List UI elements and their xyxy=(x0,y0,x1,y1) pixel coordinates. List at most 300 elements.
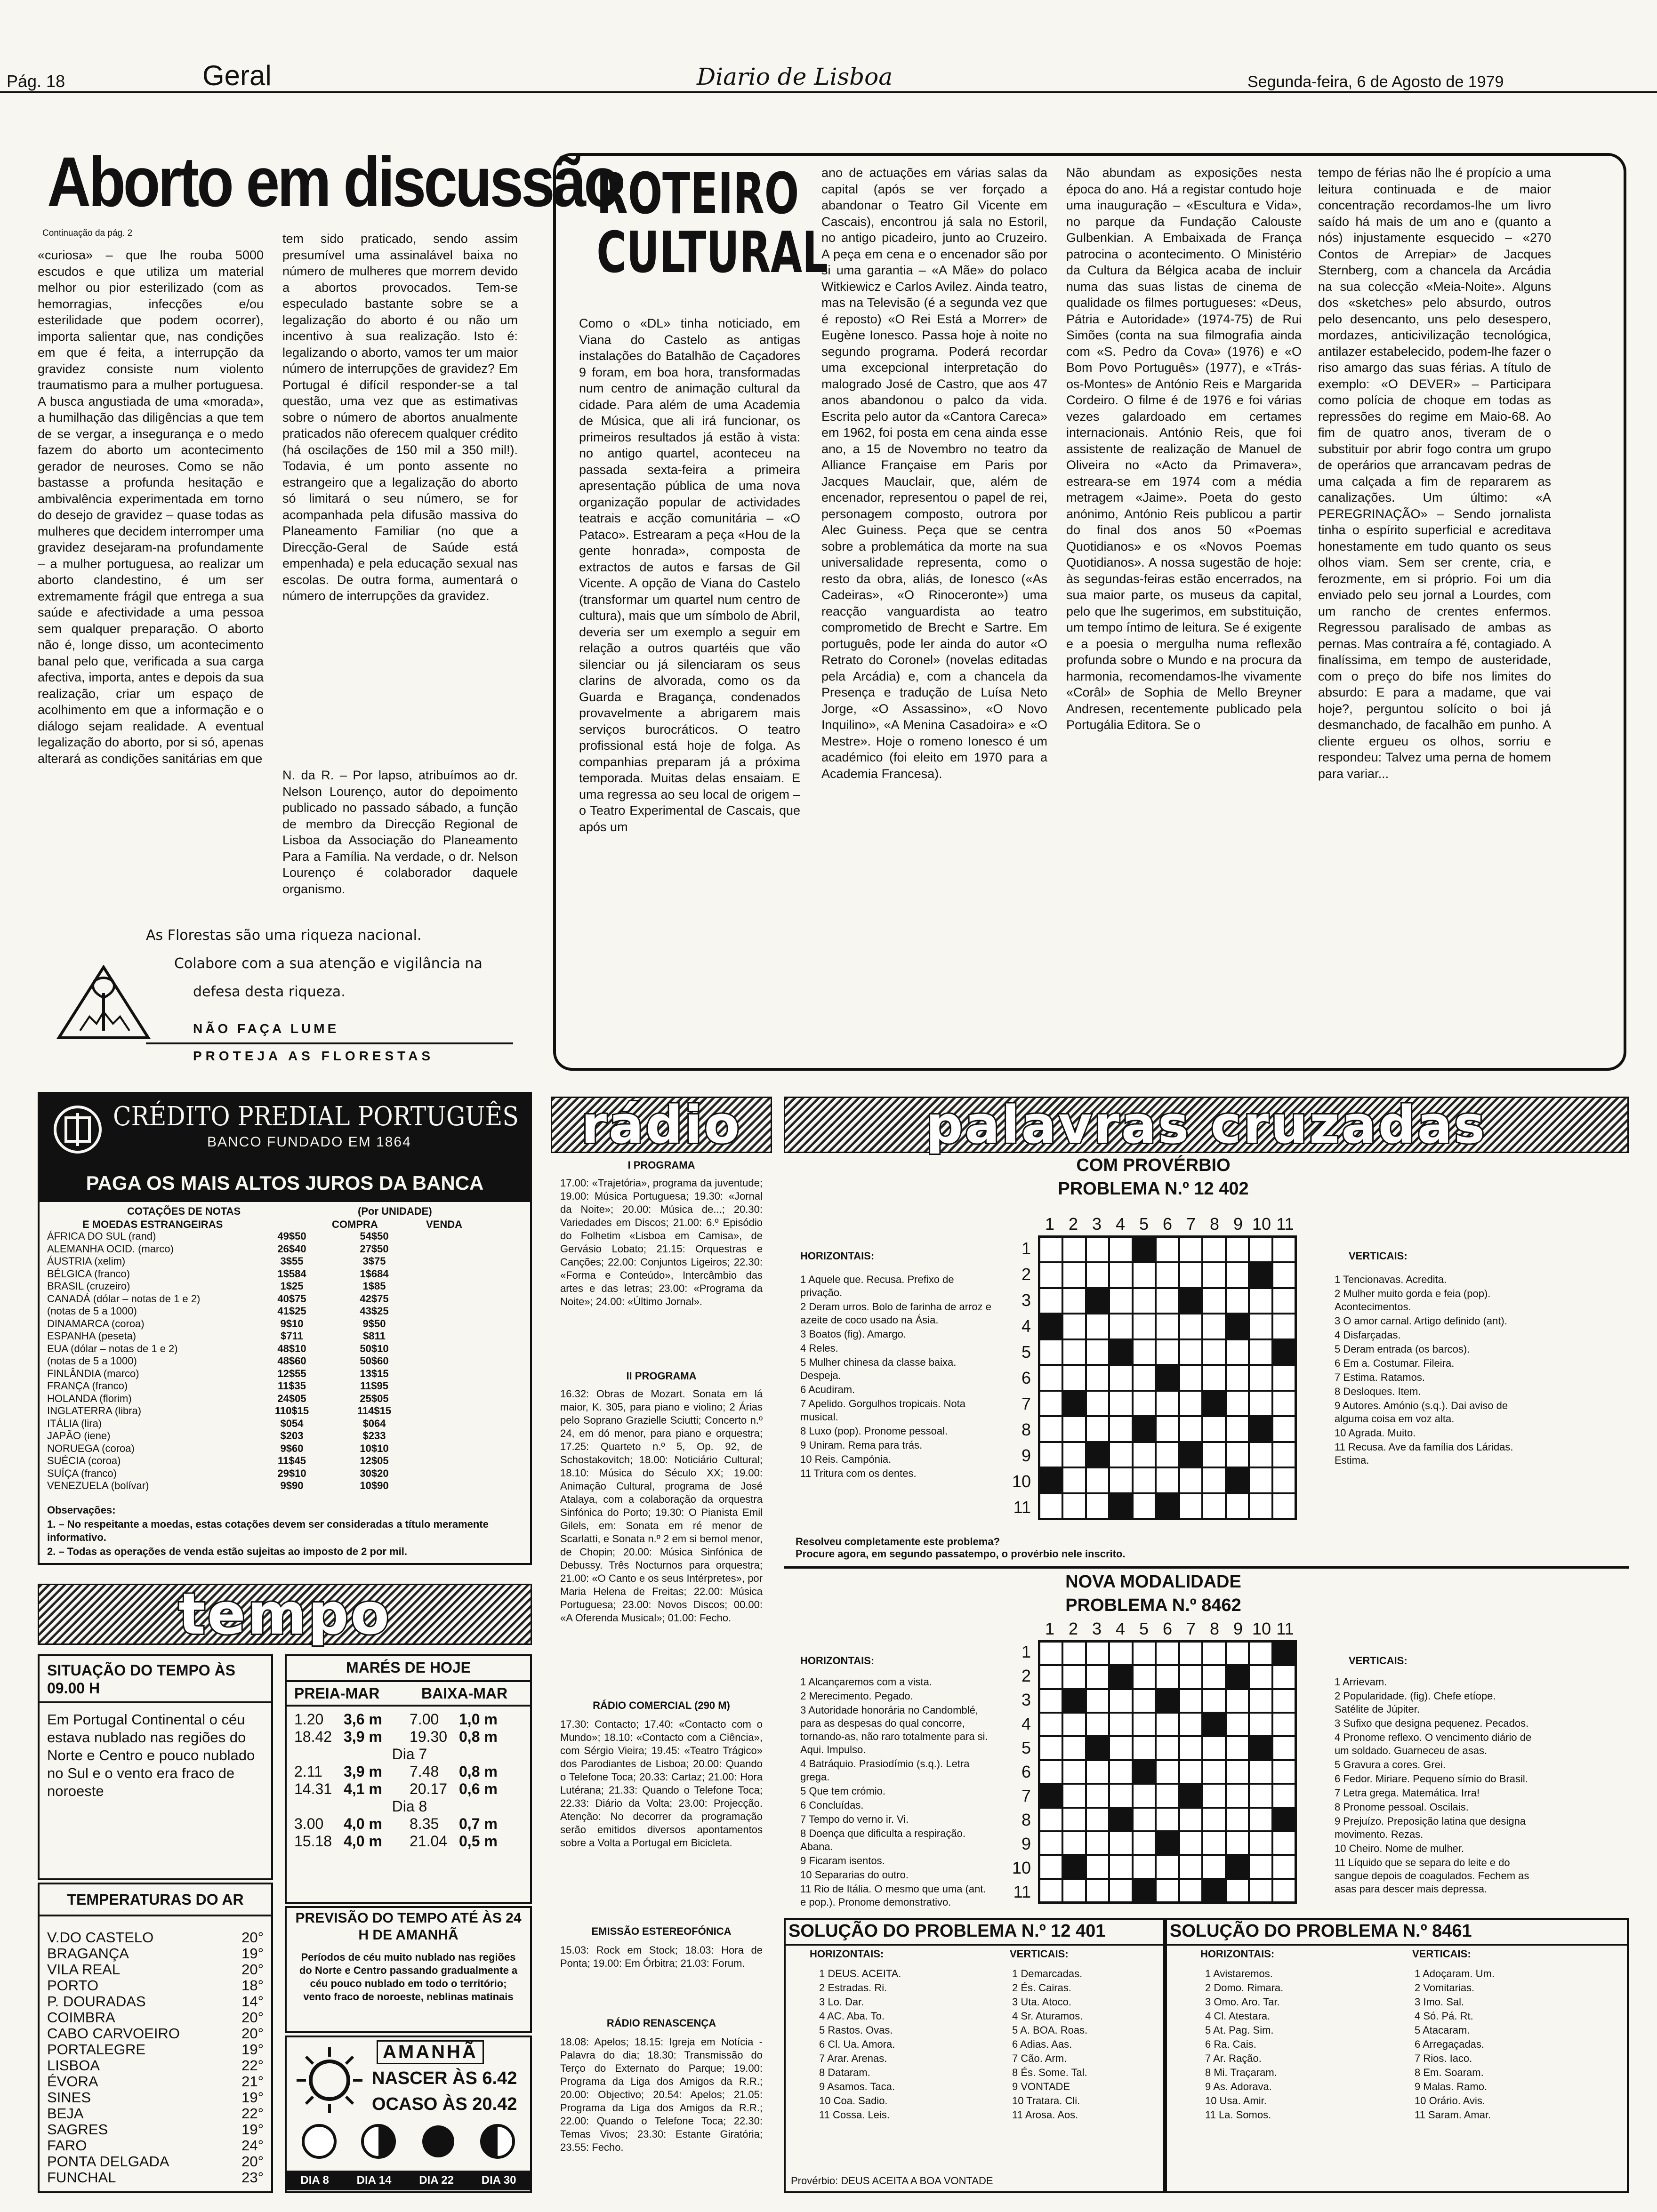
temp-city: CABO CARVOEIRO xyxy=(47,2025,180,2042)
rates-row xyxy=(47,1268,518,1281)
grid-cell[interactable] xyxy=(1039,1442,1062,1467)
grid-cell[interactable] xyxy=(1272,1288,1295,1314)
rates-row xyxy=(47,1480,518,1492)
grid-cell[interactable] xyxy=(1226,1416,1249,1442)
rates-buy: 3$55 xyxy=(280,1255,304,1267)
grid-cell[interactable] xyxy=(1226,1288,1249,1314)
grid-cell[interactable] xyxy=(1249,1365,1272,1390)
grid-cell[interactable] xyxy=(1272,1237,1295,1262)
grid-cell[interactable] xyxy=(1156,1416,1179,1442)
grid-cell[interactable] xyxy=(1156,1288,1179,1314)
grid-cell[interactable] xyxy=(1202,1493,1225,1519)
horizontal-clue: 3 Boatos (fig). Amargo. xyxy=(800,1328,906,1340)
grid-cell[interactable] xyxy=(1109,1689,1132,1713)
grid-cell[interactable] xyxy=(1226,1808,1249,1831)
column-number: 10 xyxy=(1252,1619,1271,1638)
grid-cell[interactable] xyxy=(1039,1288,1062,1314)
grid-cell[interactable] xyxy=(1133,1665,1156,1689)
grid-cell[interactable] xyxy=(1249,1493,1272,1519)
grid-cell[interactable] xyxy=(1226,1262,1249,1288)
grid-cell[interactable] xyxy=(1249,1237,1272,1262)
grid-cell[interactable] xyxy=(1133,1713,1156,1736)
grid-cell[interactable] xyxy=(1156,1467,1179,1493)
grid-cell[interactable] xyxy=(1249,1855,1272,1878)
moon-days xyxy=(287,2171,530,2190)
situation-title: SITUAÇÃO DO TEMPO ÀS 09.00 H xyxy=(47,1662,236,1697)
grid-cell[interactable] xyxy=(1272,1416,1295,1442)
grid-cell[interactable] xyxy=(1086,1262,1109,1288)
grid-cell[interactable] xyxy=(1226,1391,1249,1416)
temp-value: 19° xyxy=(241,1945,264,1962)
rates-buy: 49$50 xyxy=(277,1230,306,1242)
grid-cell[interactable] xyxy=(1109,1713,1132,1736)
grid-cell[interactable] xyxy=(1202,1467,1225,1493)
radio-p2-title: II PROGRAMA xyxy=(626,1370,697,1382)
grid-cell[interactable] xyxy=(1179,1416,1202,1442)
grid-cell[interactable] xyxy=(1249,1642,1272,1665)
tomorrow-label: AMANHÃ xyxy=(377,2040,484,2064)
temp-row xyxy=(47,2026,264,2042)
grid-cell[interactable] xyxy=(1133,1391,1156,1416)
grid-cell[interactable] xyxy=(1179,1736,1202,1760)
grid-cell[interactable] xyxy=(1156,1808,1179,1831)
grid-cell[interactable] xyxy=(1039,1365,1062,1390)
rates-currency: (notas de 5 a 1000) xyxy=(47,1355,137,1367)
grid-cell[interactable] xyxy=(1249,1391,1272,1416)
grid-cell[interactable] xyxy=(1133,1689,1156,1713)
crossword-grid-1[interactable] xyxy=(1038,1235,1297,1520)
grid-cell[interactable] xyxy=(1272,1665,1295,1689)
radio-p1: 17.00: «Trajetória», programa da juventude; 19.00: Música Portuguesa; 19.30: «Jornal da Noite»; 20.00: Música de...; 20.30: Variedades em Discos; 21.00: 6.º Episódio do Folhetim «Lisboa em Camisa», de Gervásio Lobato; 21.15: Orquestras e Canções; 22.00: Conjuntos Ligeiros; 22.30: «Forma e Conteúdo», Intercâmbio das artes e das letras; 23.00: «Programa da Noite»; 24.00: «Último Jornal». xyxy=(560,1177,763,1307)
grid-cell[interactable] xyxy=(1179,1831,1202,1855)
temp-value: 19° xyxy=(241,2121,264,2138)
grid-cell[interactable] xyxy=(1156,1736,1179,1760)
roteiro-title xyxy=(565,161,828,286)
grid-black-cell xyxy=(1109,1339,1132,1365)
row-number: 8 xyxy=(1021,1810,1031,1829)
grid-cell[interactable] xyxy=(1133,1339,1156,1365)
rates-row xyxy=(47,1255,518,1268)
moon-day: DIA 30 xyxy=(481,2174,516,2187)
grid-black-cell xyxy=(1202,1879,1225,1902)
grid-cell[interactable] xyxy=(1179,1879,1202,1902)
xword-p1-title: COM PROVÉRBIO xyxy=(1076,1155,1231,1175)
grid-cell[interactable] xyxy=(1179,1642,1202,1665)
grid-cell[interactable] xyxy=(1156,1442,1179,1467)
grid-cell[interactable] xyxy=(1249,1808,1272,1831)
temp-city: BRAGANÇA xyxy=(47,1945,129,1962)
grid-cell[interactable] xyxy=(1272,1713,1295,1736)
grid-cell[interactable] xyxy=(1062,1339,1086,1365)
grid-cell[interactable] xyxy=(1086,1831,1109,1855)
grid-cell[interactable] xyxy=(1179,1262,1202,1288)
roteiro-column-1: Como o «DL» tinha noticiado, em Viana do Castelo as antigas instalações do Batalhão de Caçadores 9 foram, em boa hora, transformadas num centro de animação cultural da cidade. Para além de uma Academia de Música, que ali irá funcionar, os primeiros resultados já estão à vista: no antigo quartel, aconteceu na passada sexta-feira a primeira apresentação pública de uma nova organização popular de actividades teatrais e acção comunitária – «O Pataco». Estrearam a peça «Hou de la gente honrada», composta de extractos de autos e farsas de Gil Vicente. A opção de Viana do Castelo (transformar um quartel num centro de cultura), mais que um símbolo de Abril, deveria ser um exemplo a seguir em relação a outros quartéis que vão silenciar ou já silenciaram os seus clarins de alvorada, como os da Guarda e Bragança, condenados provavelmente a abrigarem mais serviços burocráticos. O teatro profissional está hoje de folga. As companhias preparam já a próxima temporada. Muitas delas ensaiam. E uma regressa ao seu local de origem – o Teatro Experimental de Cascais, que após um xyxy=(579,316,800,834)
temp-row xyxy=(47,2090,264,2106)
grid-cell[interactable] xyxy=(1086,1784,1109,1807)
solution-vertical: 2 Vomitarias. xyxy=(1415,1982,1475,1994)
grid-cell[interactable] xyxy=(1272,1442,1295,1467)
grid-cell[interactable] xyxy=(1109,1642,1132,1665)
grid-cell[interactable] xyxy=(1202,1339,1225,1365)
grid-cell[interactable] xyxy=(1086,1237,1109,1262)
grid-cell[interactable] xyxy=(1272,1391,1295,1416)
rates-buy: 9$90 xyxy=(280,1480,304,1491)
grid-cell[interactable] xyxy=(1272,1467,1295,1493)
grid-cell[interactable] xyxy=(1202,1314,1225,1339)
bank-name: CRÉDITO PREDIAL PORTUGUÊS xyxy=(113,1101,519,1132)
grid-cell[interactable] xyxy=(1226,1339,1249,1365)
grid-cell[interactable] xyxy=(1179,1808,1202,1831)
rates-obs-2: 2. – Todas as operações de venda estão sujeitas ao imposto de 2 por mil. xyxy=(47,1546,407,1557)
rates-buy: 12$55 xyxy=(277,1367,306,1379)
grid-cell[interactable] xyxy=(1062,1713,1086,1736)
rates-sell: 30$20 xyxy=(360,1467,389,1479)
vertical-clue: 6 Em a. Costumar. Fileira. xyxy=(1335,1357,1455,1369)
grid-cell[interactable] xyxy=(1062,1288,1086,1314)
grid-cell[interactable] xyxy=(1062,1808,1086,1831)
rates-currency: NORUEGA (coroa) xyxy=(47,1442,135,1454)
horizontal-clue: 6 Acudiram. xyxy=(800,1384,855,1395)
grid-cell[interactable] xyxy=(1202,1784,1225,1807)
grid-cell[interactable] xyxy=(1109,1736,1132,1760)
grid-cell[interactable] xyxy=(1039,1713,1062,1736)
grid-cell[interactable] xyxy=(1156,1391,1179,1416)
grid-cell[interactable] xyxy=(1202,1442,1225,1467)
grid-cell[interactable] xyxy=(1039,1391,1062,1416)
grid-cell[interactable] xyxy=(1039,1879,1062,1902)
tide-value: 7.48 xyxy=(410,1763,439,1780)
abortion-column-1: «curiosa» – que lhe rouba 5000 escudos e que utiliza um material melhor ou pior esterilizado (com as hemorragias, infecções e/ou esterilidade que podem ocorrer), importa salientar que, nas condições em que é feita, a interrupção da gravidez consiste num violento traumatismo para a mulher portuguesa. A busca angustiada de uma «morada», a humilhação das diligências a que tem de se vergar, a insegurança e o medo fazem do aborto um acontecimento gerador de neuroses. Como se não bastasse a profunda hesitação e ambivalência experimentada em torno do desejo de gravidez – quase todas as mulheres que decidem interromper uma gravidez desejaram-na profundamente – a mulher portuguesa, ao realizar um aborto clandestino, é um ser extremamente frágil que entrega a sua saúde e afectividade a uma pessoa sem qualquer preparação. O aborto não é, longe disso, um acontecimento banal pelo que, verificada a sua carga afectiva, importa, antes e depois da sua realização, criar um espaço de acolhimento em que a informação e o diálogo sejam realidade. A eventual legalização do aborto, por si só, apenas alterará as condições sanitárias em que xyxy=(38,248,264,766)
grid-cell[interactable] xyxy=(1039,1855,1062,1878)
column-number: 7 xyxy=(1186,1619,1196,1638)
grid-cell[interactable] xyxy=(1062,1237,1086,1262)
grid-cell[interactable] xyxy=(1086,1760,1109,1784)
solution-horizontal: 2 Estradas. Ri. xyxy=(819,1982,887,1994)
grid-cell[interactable] xyxy=(1109,1879,1132,1902)
grid-cell[interactable] xyxy=(1226,1642,1249,1665)
grid-cell[interactable] xyxy=(1249,1442,1272,1467)
rates-buy: 1$584 xyxy=(277,1267,306,1280)
grid-cell[interactable] xyxy=(1062,1262,1086,1288)
grid-cell[interactable] xyxy=(1062,1442,1086,1467)
grid-cell[interactable] xyxy=(1133,1831,1156,1855)
vertical-clue: 6 Fedor. Miriare. Pequeno símio do Brasil. xyxy=(1335,1773,1528,1785)
grid-cell[interactable] xyxy=(1133,1442,1156,1467)
grid-cell[interactable] xyxy=(1039,1493,1062,1519)
grid-cell[interactable] xyxy=(1249,1784,1272,1807)
grid-cell[interactable] xyxy=(1179,1760,1202,1784)
grid-cell[interactable] xyxy=(1133,1493,1156,1519)
grid-cell[interactable] xyxy=(1039,1237,1062,1262)
grid-black-cell xyxy=(1133,1237,1156,1262)
grid-cell[interactable] xyxy=(1249,1665,1272,1689)
grid-cell[interactable] xyxy=(1272,1879,1295,1902)
grid-black-cell xyxy=(1179,1442,1202,1467)
temp-city: COIMBRA xyxy=(47,2009,115,2026)
grid-cell[interactable] xyxy=(1086,1808,1109,1831)
crossword-grid-2[interactable] xyxy=(1038,1640,1297,1904)
grid-cell[interactable] xyxy=(1109,1760,1132,1784)
sol1-h-label: HORIZONTAIS: xyxy=(810,1948,884,1960)
abortion-column-2: tem sido praticado, sendo assim presumível uma assinalável baixa no número de mulheres que morrem devido a abortos provocados. Tem-se especulado bastante sobre se a legalização do aborto é ou não um incentivo à sua realização. Isto é: legalizando o aborto, vamos ter um maior número de interrupções de gravidez? Em Portugal é difícil responder-se a tal questão, uma vez que as estimativas sobre o número de abortos anualmente praticados não oferecem qualquer crédito (há oscilações de 150 mil a 350 mil!). Todavia, é um ponto assente no estrangeiro que a legalização do aborto só limitará o seu número, se for acompanhada pela difusão massiva do Planeamento Familiar (no que a Direcção-Geral de Saúde está empenhada) e pela educação sexual nas escolas. De outra forma, aumentará o número de interrupções da gravidez. xyxy=(282,232,518,603)
grid-cell[interactable] xyxy=(1062,1760,1086,1784)
grid-cell[interactable] xyxy=(1156,1642,1179,1665)
grid-cell[interactable] xyxy=(1179,1713,1202,1736)
grid-cell[interactable] xyxy=(1062,1365,1086,1390)
grid-cell[interactable] xyxy=(1062,1831,1086,1855)
sunset: OCASO ÀS 20.42 xyxy=(372,2094,517,2114)
grid-cell[interactable] xyxy=(1179,1237,1202,1262)
grid-cell[interactable] xyxy=(1133,1467,1156,1493)
grid-cell[interactable] xyxy=(1109,1784,1132,1807)
grid-cell[interactable] xyxy=(1086,1642,1109,1665)
grid-cell[interactable] xyxy=(1156,1665,1179,1689)
grid-cell[interactable] xyxy=(1202,1237,1225,1262)
temp-value: 20° xyxy=(241,1929,264,1946)
grid-cell[interactable] xyxy=(1086,1339,1109,1365)
grid-cell[interactable] xyxy=(1179,1665,1202,1689)
solution-horizontal: 4 Cl. Atestara. xyxy=(1205,2010,1271,2022)
grid-cell[interactable] xyxy=(1272,1262,1295,1288)
grid-cell[interactable] xyxy=(1133,1736,1156,1760)
grid-cell[interactable] xyxy=(1156,1879,1179,1902)
grid-black-cell xyxy=(1039,1784,1062,1807)
grid-cell[interactable] xyxy=(1133,1855,1156,1878)
grid-cell[interactable] xyxy=(1109,1467,1132,1493)
grid-cell[interactable] xyxy=(1272,1365,1295,1390)
grid-cell[interactable] xyxy=(1179,1493,1202,1519)
grid-cell[interactable] xyxy=(1226,1784,1249,1807)
grid-cell[interactable] xyxy=(1156,1713,1179,1736)
grid-cell[interactable] xyxy=(1179,1391,1202,1416)
grid-cell[interactable] xyxy=(1039,1736,1062,1760)
grid-cell[interactable] xyxy=(1039,1760,1062,1784)
grid-cell[interactable] xyxy=(1086,1713,1109,1736)
grid-cell[interactable] xyxy=(1272,1689,1295,1713)
grid-cell[interactable] xyxy=(1226,1879,1249,1902)
grid-cell[interactable] xyxy=(1179,1365,1202,1390)
grid-cell[interactable] xyxy=(1086,1879,1109,1902)
grid-cell[interactable] xyxy=(1202,1736,1225,1760)
grid-black-cell xyxy=(1133,1416,1156,1442)
grid-cell[interactable] xyxy=(1062,1784,1086,1807)
grid-cell[interactable] xyxy=(1272,1493,1295,1519)
grid-cell[interactable] xyxy=(1109,1288,1132,1314)
grid-cell[interactable] xyxy=(1086,1467,1109,1493)
grid-cell[interactable] xyxy=(1249,1288,1272,1314)
grid-cell[interactable] xyxy=(1133,1314,1156,1339)
grid-cell[interactable] xyxy=(1039,1665,1062,1689)
sol2-v-label: VERTICAIS: xyxy=(1412,1948,1471,1960)
grid-cell[interactable] xyxy=(1272,1736,1295,1760)
row-number: 11 xyxy=(1013,1497,1031,1517)
grid-cell[interactable] xyxy=(1156,1314,1179,1339)
tide-value: 3.00 xyxy=(294,1815,324,1832)
grid-cell[interactable] xyxy=(1039,1262,1062,1288)
roteiro-title-1: ROTEIRO xyxy=(596,161,799,227)
grid-black-cell xyxy=(1202,1391,1225,1416)
grid-cell[interactable] xyxy=(1133,1808,1156,1831)
vertical-clue: 8 Desloques. Item. xyxy=(1335,1386,1421,1397)
grid-cell[interactable] xyxy=(1226,1493,1249,1519)
grid-cell[interactable] xyxy=(1249,1831,1272,1855)
horizontal-clue: 1 Aquele que. Recusa. Prefixo de privação. xyxy=(800,1274,954,1298)
grid-cell[interactable] xyxy=(1249,1467,1272,1493)
rates-row xyxy=(47,1343,518,1355)
grid-cell[interactable] xyxy=(1062,1665,1086,1689)
tide-value: 1,0 m xyxy=(459,1711,498,1728)
grid-cell[interactable] xyxy=(1202,1855,1225,1878)
grid-cell[interactable] xyxy=(1156,1855,1179,1878)
grid-cell[interactable] xyxy=(1039,1416,1062,1442)
grid-cell[interactable] xyxy=(1039,1831,1062,1855)
grid-cell[interactable] xyxy=(1086,1391,1109,1416)
radio-p5-title: RÁDIO RENASCENÇA xyxy=(606,2017,716,2029)
grid-cell[interactable] xyxy=(1062,1314,1086,1339)
grid-cell[interactable] xyxy=(1202,1760,1225,1784)
grid-cell[interactable] xyxy=(1226,1365,1249,1390)
column-number: 6 xyxy=(1162,1214,1173,1234)
grid-cell[interactable] xyxy=(1109,1442,1132,1467)
rates-row xyxy=(47,1455,518,1467)
situation-rule xyxy=(40,1701,271,1703)
solution-vertical: 4 Sr. Aturamos. xyxy=(1012,2010,1083,2022)
row-number: 9 xyxy=(1021,1445,1031,1465)
grid-black-cell xyxy=(1062,1689,1086,1713)
solution-vertical: 7 Rios. Iaco. xyxy=(1415,2052,1472,2064)
grid-cell[interactable] xyxy=(1062,1642,1086,1665)
grid-cell[interactable] xyxy=(1249,1879,1272,1902)
row-number: 9 xyxy=(1021,1834,1031,1853)
grid-cell[interactable] xyxy=(1249,1689,1272,1713)
horizontal-clue: 11 Tritura com os dentes. xyxy=(800,1467,917,1479)
rates-currency: BRASIL (cruzeiro) xyxy=(47,1280,130,1292)
grid-cell[interactable] xyxy=(1202,1689,1225,1713)
grid-cell[interactable] xyxy=(1179,1339,1202,1365)
row-number: 5 xyxy=(1021,1738,1031,1758)
grid-cell[interactable] xyxy=(1272,1784,1295,1807)
grid-black-cell xyxy=(1202,1713,1225,1736)
grid-black-cell xyxy=(1086,1442,1109,1467)
grid-cell[interactable] xyxy=(1202,1831,1225,1855)
grid-cell[interactable] xyxy=(1202,1808,1225,1831)
grid-cell[interactable] xyxy=(1272,1855,1295,1878)
grid-cell[interactable] xyxy=(1109,1416,1132,1442)
horizontal-clue: 8 Doença que dificulta a respiração. Abana. xyxy=(800,1827,965,1852)
grid-cell[interactable] xyxy=(1109,1831,1132,1855)
grid-cell[interactable] xyxy=(1062,1416,1086,1442)
grid-cell[interactable] xyxy=(1109,1365,1132,1390)
temp-row xyxy=(47,2074,264,2090)
grid-cell[interactable] xyxy=(1272,1314,1295,1339)
grid-cell[interactable] xyxy=(1156,1339,1179,1365)
forest-rule xyxy=(146,1042,513,1044)
grid-cell[interactable] xyxy=(1272,1760,1295,1784)
grid-cell[interactable] xyxy=(1133,1642,1156,1665)
grid-cell[interactable] xyxy=(1086,1665,1109,1689)
grid-cell[interactable] xyxy=(1133,1784,1156,1807)
grid-cell[interactable] xyxy=(1226,1831,1249,1855)
grid-cell[interactable] xyxy=(1249,1339,1272,1365)
grid-cell[interactable] xyxy=(1226,1736,1249,1760)
grid-cell[interactable] xyxy=(1109,1855,1132,1878)
vertical-clue: 4 Disfarçadas. xyxy=(1335,1329,1401,1341)
grid-cell[interactable] xyxy=(1202,1416,1225,1442)
grid-cell[interactable] xyxy=(1086,1416,1109,1442)
column-number: 10 xyxy=(1252,1214,1271,1234)
grid-cell[interactable] xyxy=(1062,1879,1086,1902)
grid-cell[interactable] xyxy=(1156,1237,1179,1262)
rates-buy: 9$60 xyxy=(280,1442,304,1454)
grid-cell[interactable] xyxy=(1109,1262,1132,1288)
xword-p2-number: PROBLEMA N.º 8462 xyxy=(1065,1595,1241,1615)
grid-cell[interactable] xyxy=(1062,1736,1086,1760)
grid-cell[interactable] xyxy=(1039,1689,1062,1713)
grid-cell[interactable] xyxy=(1109,1391,1132,1416)
p1-row-numbers xyxy=(1003,1235,1031,1520)
grid-cell[interactable] xyxy=(1156,1784,1179,1807)
grid-cell[interactable] xyxy=(1109,1314,1132,1339)
rates-sell: $811 xyxy=(363,1330,386,1342)
grid-cell[interactable] xyxy=(1202,1665,1225,1689)
grid-cell[interactable] xyxy=(1179,1689,1202,1713)
grid-black-cell xyxy=(1062,1391,1086,1416)
grid-cell[interactable] xyxy=(1249,1713,1272,1736)
grid-cell[interactable] xyxy=(1202,1365,1225,1390)
grid-black-cell xyxy=(1272,1808,1295,1831)
grid-cell[interactable] xyxy=(1109,1237,1132,1262)
forest-line-1: As Florestas são uma riqueza nacional. xyxy=(146,927,422,944)
grid-cell[interactable] xyxy=(1226,1713,1249,1736)
grid-black-cell xyxy=(1226,1665,1249,1689)
solution-vertical: 10 Orário. Avis. xyxy=(1415,2095,1485,2107)
rates-unit: (Por UNIDADE) xyxy=(358,1205,432,1217)
tides-rule xyxy=(287,1680,530,1682)
grid-cell[interactable] xyxy=(1226,1237,1249,1262)
grid-cell[interactable] xyxy=(1039,1642,1062,1665)
grid-cell[interactable] xyxy=(1086,1855,1109,1878)
grid-cell[interactable] xyxy=(1156,1262,1179,1288)
row-number: 3 xyxy=(1021,1290,1031,1310)
grid-cell[interactable] xyxy=(1086,1689,1109,1713)
grid-cell[interactable] xyxy=(1039,1808,1062,1831)
grid-cell[interactable] xyxy=(1202,1642,1225,1665)
grid-cell[interactable] xyxy=(1039,1339,1062,1365)
grid-cell[interactable] xyxy=(1272,1831,1295,1855)
grid-cell[interactable] xyxy=(1062,1493,1086,1519)
grid-cell[interactable] xyxy=(1062,1467,1086,1493)
grid-cell[interactable] xyxy=(1133,1262,1156,1288)
grid-cell[interactable] xyxy=(1086,1493,1109,1519)
grid-cell[interactable] xyxy=(1202,1262,1225,1288)
grid-cell[interactable] xyxy=(1156,1760,1179,1784)
grid-cell[interactable] xyxy=(1133,1288,1156,1314)
grid-cell[interactable] xyxy=(1179,1855,1202,1878)
grid-cell[interactable] xyxy=(1202,1288,1225,1314)
column-number: 1 xyxy=(1045,1619,1055,1638)
grid-cell[interactable] xyxy=(1086,1314,1109,1339)
grid-cell[interactable] xyxy=(1249,1314,1272,1339)
grid-cell[interactable] xyxy=(1179,1314,1202,1339)
grid-cell[interactable] xyxy=(1226,1760,1249,1784)
grid-cell[interactable] xyxy=(1249,1760,1272,1784)
grid-cell[interactable] xyxy=(1086,1365,1109,1390)
grid-cell[interactable] xyxy=(1226,1442,1249,1467)
header-rule xyxy=(0,91,1657,93)
grid-cell[interactable] xyxy=(1226,1689,1249,1713)
grid-cell[interactable] xyxy=(1133,1365,1156,1390)
grid-cell[interactable] xyxy=(1179,1467,1202,1493)
